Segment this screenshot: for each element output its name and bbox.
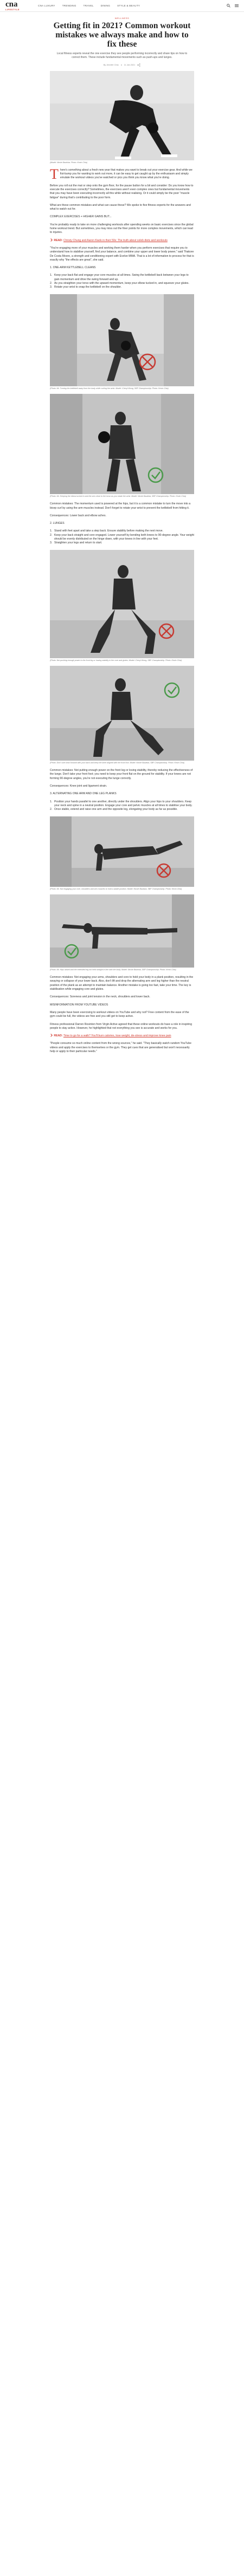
plank-caption-1: (Photo: Mr. Not engaging your core, shoulders and arm muscles to hold a stable position. Model: Nicole Bautista, SBF Championship. Photo: Kevin Chia) [50, 887, 182, 890]
article [50, 17, 194, 1054]
list-item: 2. Once stable, extend and raise one arm and the opposite leg, elongating your body as far as possible. [50, 808, 178, 812]
paragraph-13: Fitness professional Darren Rosinton from Virgin Active agreed that these online workouts do have a role in inspiring people to stay active. However, he highlighted that not everything you see is accurate and works for you. [50, 1022, 192, 1030]
nav-link-trending[interactable]: TRENDING [62, 4, 76, 7]
byline-author[interactable]: By Jennifer Chia [103, 64, 119, 66]
list-item: 2. As you straighten your torso with the upward momentum, keep your elbow tucked in, and squeeze your glutes. [50, 282, 189, 285]
kettlebell-image-right [50, 394, 194, 494]
share-icon[interactable] [137, 63, 140, 67]
section-heading-kettlebell: 1. ONE-ARM KETTLEBELL CLEANS [50, 266, 96, 270]
paragraph-5: "You're engaging more of your muscles and working them harder when you perform exercises that require you to understand how to stabilise yourself, find your balance, and combine your upper and lower body power," said Thakore De Costa Moore, a strength and conditioning expert with Evolve MMA. That is a lot of information to process for that is exactly why "the effects are great", she said. [50, 246, 194, 262]
intro-paragraph [50, 168, 194, 180]
article-body-3 [50, 769, 194, 812]
site-logo[interactable] [5, 1, 20, 11]
hero-image [50, 71, 194, 160]
section-heading-complex: COMPLEX EXERCISES + HIGHER GAINS BUT... [50, 215, 112, 219]
kettlebell-figure-1 [50, 294, 194, 390]
article-body [50, 168, 194, 290]
list-item: 2. Keep your back straight and core engaged. Lower yourself by bending both knees to 90-degree angle. Your weight should be evenly distributed on the hinge down, with your knees in line with your feet. [50, 533, 194, 541]
plank-image-right [50, 894, 194, 968]
read-more-2 [50, 1034, 194, 1038]
nav-link-dining[interactable]: DINING [100, 4, 111, 7]
read-label: READ: [54, 1034, 63, 1038]
paragraph-2: Before you roll out the mat or step onto the gym floor, for the pause button for a bit and consider: Do you know how to execute the exercises correctly? Sometimes, the exercises aren't even complex ones but fundamental movements that you may have been executing incorrectly all this while without realising. Or it could simply be the poor "muscle fatigue" during that's contributing to the poor form. [50, 184, 194, 199]
article-headline: Getting fit in 2021? Common workout mistakes we always make and how to fix these [53, 21, 191, 49]
article-standfirst: Local fitness experts reveal the one exercise they see people performing incorrectly and share tips on how to correct them. These include fundamental movements such as push-ups and lunges. [56, 52, 188, 59]
drop-cap: T [50, 166, 59, 182]
paragraph-10: Common mistakes: Not engaging your arms, shoulders and core to hold your body in a plank position, resulting in the swaying or collapse of your lower back. Also, don't lift and drop the alternating arm and leg higher than the neutral position of the plank as an attempt to maintain balance. Another mistake is going too fast, take your time. The key is stabilisation while engaging core and glutes. [50, 976, 194, 991]
paragraph-14: "People consume so much online content from the wrong sources," he said. "They basically watch random YouTube videos and apply the exercises to themselves or the gym. They get cues that are generalised but won't necessarily help or apply to their particular needs." [50, 1042, 191, 1054]
lunge-image-wrong [50, 550, 194, 658]
arrow-icon [49, 238, 53, 242]
list-item: 1. Stand with feet apart and take a step back. Ensure stability before making the next move. [50, 529, 164, 533]
byline-separator [121, 64, 122, 66]
lunge-caption-1: (Photo: Not pushing enough power to the front leg or having stability in the core and glutes. Model: Cheryl Wong, SBF Championship. Photo: Kevin Chia) [50, 659, 182, 661]
kettlebell-steps [50, 274, 194, 289]
lunge-caption-2: (Photo: Don't over-lean forward with your back and keep the knee aligned with the front foot. Model: Nicole Bautista, SBF Championship. Photo: Kevin Chia) [50, 762, 185, 764]
lunge-image-right [50, 666, 194, 761]
paragraph-11: Consequences: Soreness and joint tension in the neck, shoulders and lower back. [50, 995, 150, 999]
nav-icons [227, 4, 239, 8]
plank-figure-2 [50, 894, 194, 971]
paragraph-7: Consequences: Lower back and elbow aches. [50, 514, 106, 517]
nav-link-style[interactable]: STYLE & BEAUTY [117, 4, 140, 7]
paragraph-12: Many people have been exercising to workout videos on YouTube and why not? Free content from the ease of the gym could be full, the videos are free and you still get to keep active. [50, 1010, 189, 1018]
top-navigation [0, 0, 244, 12]
paragraph-4: You're probably ready to take on more challenging workouts after spending weeks on basic exercises since the global home workout trend. But sometimes, you may miss out the finer points for more complex movements, which can lead to injuries. [50, 223, 194, 235]
paragraph-6: Common mistakes: The momentum used is powered at the hips, but it is a common mistake to turn the move into a bicep curl by using the arm muscles instead. Don't forget to rotate your wrist to prevent the kettlebell from hitting it. [50, 502, 191, 510]
read-label: READ: [54, 238, 63, 242]
hero-figure [50, 71, 194, 164]
lunge-figure-2 [50, 666, 194, 764]
list-item: 3. Rotate your wrist to snap the kettlebell on the shoulder. [50, 285, 122, 289]
lunge-figure-1 [50, 550, 194, 662]
list-item: 3. Straighten your legs and return to start. [50, 541, 102, 545]
list-item: 1. Position your hands parallel to one another, directly under the shoulders. Align your hips to your shoulders. Keep your neck and spine in a neutral position. Engage your core and pelvic muscles at all times to stabilise your body. [50, 800, 192, 807]
intro-text: here's something about a fresh new year that makes you want to break out your exercise gear. And while we fist-bump you for wanting to work out more, it can be easy to get caught up by the enthusiasm and simply emulate the workout videos you've watched or pics you think you know what you're doing. [60, 168, 192, 180]
arrow-icon [49, 1034, 53, 1037]
section-heading-youtube: MISINFORMATION FROM YOUTUBE VIDEOS [50, 1003, 108, 1007]
logo-text: cna [5, 0, 18, 9]
read-more-link-1[interactable]: Christy Chung and Aaron Kwok in their 50s: The truth about celeb diets and workouts [63, 238, 168, 242]
plank-image-wrong [50, 816, 194, 887]
read-more-link-2[interactable]: Time to go for a walk? You'll burn calories, lose weight, de-stress and improve knee pain [63, 1034, 171, 1038]
article-category[interactable]: WELLNESS [114, 17, 130, 20]
kettlebell-image-wrong [50, 294, 194, 386]
article-body-2 [50, 502, 194, 545]
kettlebell-caption-1: (Photo: Mr. Turning the kettlebell away from the body while curling the wrist. Model: Cheryl Wong, SBF Championship. Photo: Kevin Chia) [50, 387, 169, 390]
section-heading-lunges: 2. LUNGES [50, 522, 65, 525]
paragraph-8: Common mistakes: Not putting enough power on the front leg or losing stability, thereby reducing the effectiveness of the lunge. Don't take your front foot; you need to keep your front flat on the ground for stability. If your knees are not forming 90-degree angles, you're not executing the lunge correctly. [50, 769, 193, 780]
article-body-4 [50, 976, 194, 1054]
paragraph-3: What are these common mistakes and what can cause these? We spoke to five fitness experts for the answers and what to watch out for. [50, 203, 191, 211]
plank-caption-2: (Photo: Mr. Hips raised and the extended leg not held straight in line with the body. Model: Nicole Bautista, SBF Championship. Photo: Kevin Chia) [50, 969, 176, 971]
plank-figure-1 [50, 816, 194, 891]
nav-link-luxury[interactable]: CNA LUXURY [38, 4, 55, 7]
logo-subtext: LIFESTYLE [5, 8, 20, 11]
list-item: 1. Keep your back flat and engage your core muscles at all times. Swing the kettlebell back between your legs to gain momentum and drive the swing forward and up. [50, 274, 189, 281]
lunge-steps [50, 529, 194, 545]
byline-date: 11 Jan 2021 [124, 64, 136, 66]
kettlebell-figure-2 [50, 394, 194, 498]
kettlebell-caption-2: (Photo: Mr. Keeping the elbow tucked in and the arm close to the torso as you rotate the wrist. Model: Nicole Bautista, SBF Championship. Photo: Kevin Chia) [50, 495, 186, 498]
search-icon[interactable] [227, 4, 230, 8]
paragraph-9: Consequences: Knee joint and ligament strain. [50, 784, 107, 788]
menu-icon[interactable] [235, 4, 239, 8]
section-heading-planks: 3. ALTERNATING ONE ARM AND ONE LEG PLANKS [50, 792, 117, 796]
nav-links [38, 4, 140, 7]
read-more-1 [50, 239, 194, 243]
article-byline [50, 63, 194, 67]
plank-steps [50, 800, 194, 812]
hero-caption: (Model: Nicole Bautista. Photo: Kevin Chia) [50, 161, 87, 164]
nav-link-travel[interactable]: TRAVEL [83, 4, 94, 7]
